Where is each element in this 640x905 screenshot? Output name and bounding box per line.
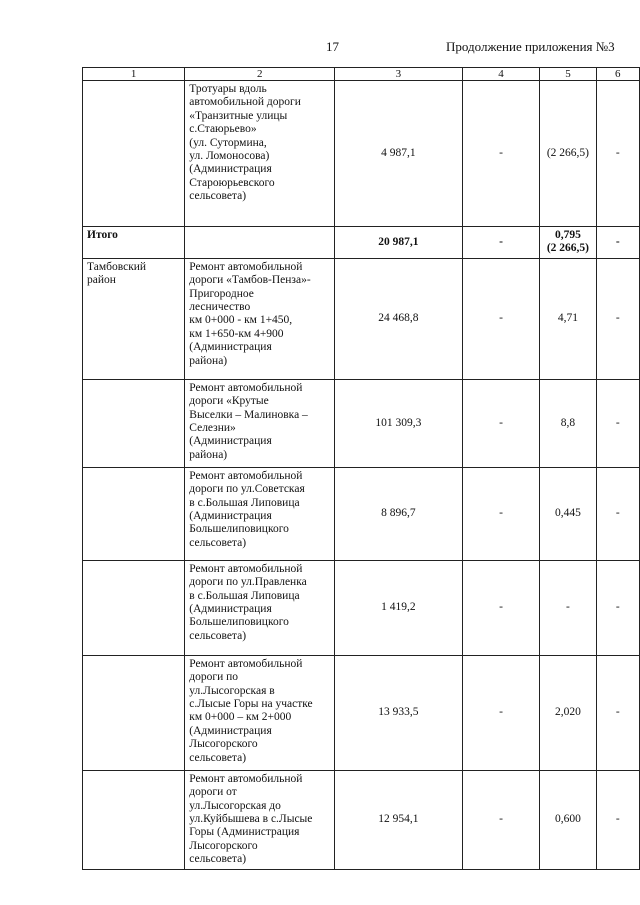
district-cell [83, 770, 185, 869]
value-cell: - [596, 467, 640, 560]
value-cell: - [462, 467, 540, 560]
value-cell: - [462, 379, 540, 467]
column-number: 5 [540, 68, 596, 81]
column-number: 1 [83, 68, 185, 81]
object-cell: Ремонт автомобильной дороги «Крутые Выселки – Малиновка – Селезни» (Администрация района) [185, 379, 335, 467]
appendix-table [82, 67, 640, 870]
value-cell: - [596, 81, 640, 227]
value-cell: - [596, 379, 640, 467]
value-cell: 13 933,5 [335, 655, 462, 770]
object-cell [185, 227, 335, 259]
value-cell: 12 954,1 [335, 770, 462, 869]
value-cell: (2 266,5) [540, 81, 596, 227]
value-cell: 1 419,2 [335, 560, 462, 655]
column-number: 4 [462, 68, 540, 81]
district-cell [83, 81, 185, 227]
object-cell: Ремонт автомобильной дороги «Тамбов-Пенза»- Пригородное лесничество км 0+000 - км 1+450, км 1+650-км 4+900 (Администрация района) [185, 258, 335, 379]
appendix-continuation-note: Продолжение приложения №3 [446, 39, 615, 54]
district-cell [83, 467, 185, 560]
column-number: 6 [596, 68, 640, 81]
value-cell: - [540, 560, 596, 655]
table-row [83, 258, 640, 379]
district-cell [83, 655, 185, 770]
value-cell: - [596, 770, 640, 869]
district-cell [83, 560, 185, 655]
value-cell: - [462, 560, 540, 655]
table-row [83, 770, 640, 869]
value-cell: - [596, 258, 640, 379]
column-number: 3 [335, 68, 462, 81]
total-row [83, 227, 640, 259]
value-cell: - [462, 770, 540, 869]
object-cell: Ремонт автомобильной дороги по ул.Правленка в с.Большая Липовица (Администрация Большелиповицкого сельсовета) [185, 560, 335, 655]
total-value-cell: - [462, 227, 540, 259]
table-row [83, 655, 640, 770]
total-value-cell: - [596, 227, 640, 259]
value-cell: 8 896,7 [335, 467, 462, 560]
total-label: Итого [83, 227, 185, 259]
value-cell: 4 987,1 [335, 81, 462, 227]
value-cell: - [462, 655, 540, 770]
value-cell: 0,445 [540, 467, 596, 560]
district-cell: Тамбовский район [83, 258, 185, 379]
object-cell: Ремонт автомобильной дороги по ул.Советская в с.Большая Липовица (Администрация Большелиповицкого сельсовета) [185, 467, 335, 560]
column-number-row [83, 68, 640, 81]
object-cell: Тротуары вдоль автомобильной дороги «Транзитные улицы с.Стаюрьево» (ул. Сутормина, ул. Ломоносова) (Администрация Староюрьевского сельсовета) [185, 81, 335, 227]
total-value-cell: 0,795 (2 266,5) [540, 227, 596, 259]
value-cell: 0,600 [540, 770, 596, 869]
column-number: 2 [185, 68, 335, 81]
value-cell: - [462, 81, 540, 227]
table-row [83, 379, 640, 467]
value-cell: 8,8 [540, 379, 596, 467]
value-cell: 24 468,8 [335, 258, 462, 379]
value-cell: - [462, 258, 540, 379]
value-cell: 4,71 [540, 258, 596, 379]
value-cell: 101 309,3 [335, 379, 462, 467]
table-row [83, 81, 640, 227]
value-cell: 2,020 [540, 655, 596, 770]
object-cell: Ремонт автомобильной дороги по ул.Лысогорская в с.Лысые Горы на участке км 0+000 – км 2+000 (Администрация Лысогорского сельсовета) [185, 655, 335, 770]
page-number: 17 [326, 39, 339, 54]
table-row [83, 560, 640, 655]
value-cell: - [596, 560, 640, 655]
object-cell: Ремонт автомобильной дороги от ул.Лысогорская до ул.Куйбышева в с.Лысые Горы (Администрация Лысогорского сельсовета) [185, 770, 335, 869]
total-value-cell: 20 987,1 [335, 227, 462, 259]
table-row [83, 467, 640, 560]
value-cell: - [596, 655, 640, 770]
district-cell [83, 379, 185, 467]
